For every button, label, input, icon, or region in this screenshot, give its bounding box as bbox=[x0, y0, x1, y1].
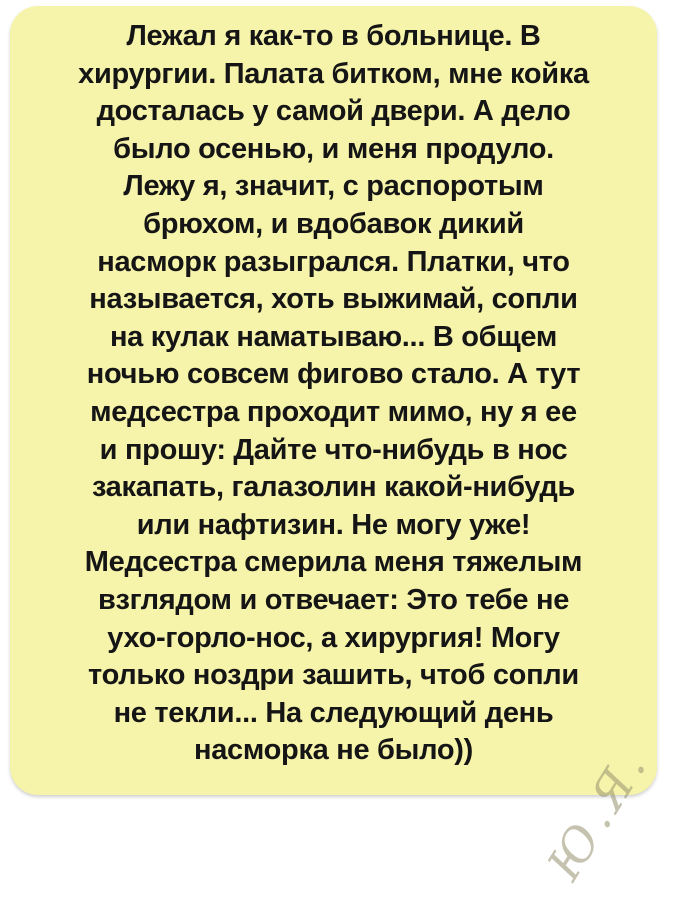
joke-line: ночью совсем фигово стало. А тут bbox=[86, 358, 581, 391]
joke-line: закапать, галазолин какой-нибудь bbox=[91, 471, 576, 504]
joke-line: медсестра проходит мимо, ну я ее bbox=[90, 395, 577, 428]
watermark-signature: Ю.Я. bbox=[536, 737, 660, 889]
joke-line: Лежу я, значит, с распоротым bbox=[123, 170, 544, 203]
joke-line: брюхом, и вдобавок дикий bbox=[143, 207, 524, 240]
joke-line: досталась у самой двери. А дело bbox=[96, 95, 571, 128]
joke-line: хирургии. Палата битком, мне койка bbox=[78, 57, 589, 90]
joke-line: не текли... На следующий день bbox=[113, 696, 554, 729]
joke-line: только ноздри зашить, чтоб сопли bbox=[88, 659, 579, 692]
joke-line: или нафтизин. Не могу уже! bbox=[136, 508, 531, 541]
joke-line: взглядом и отвечает: Это тебе не bbox=[97, 583, 570, 616]
joke-line: Медсестра смерила меня тяжелым bbox=[84, 546, 583, 579]
joke-line: на кулак наматываю... В общем bbox=[109, 320, 558, 353]
joke-line: насморка не было)) bbox=[193, 734, 474, 767]
joke-line: ухо-горло-нос, а хирургия! Могу bbox=[107, 621, 560, 654]
joke-line: было осенью, и меня продуло. bbox=[113, 132, 554, 165]
joke-line: Лежал я как-то в больнице. В bbox=[126, 20, 541, 52]
joke-text-block bbox=[10, 18, 657, 770]
joke-line: насморк разыгрался. Платки, что bbox=[97, 245, 570, 278]
joke-line: называется, хоть выжимай, сопли bbox=[89, 283, 578, 316]
joke-card bbox=[10, 6, 660, 889]
joke-line: и прошу: Дайте что-нибудь в нос bbox=[99, 433, 568, 466]
